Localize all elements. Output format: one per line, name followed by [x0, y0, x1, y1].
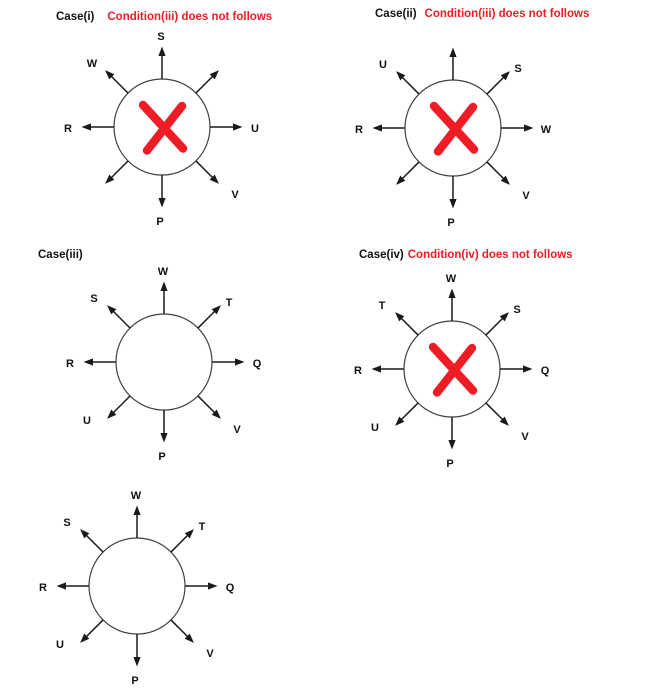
direction-label-n: W	[157, 266, 169, 278]
direction-arrow-nw	[396, 71, 419, 94]
arrow-head	[133, 506, 140, 516]
direction-label-s: P	[446, 458, 454, 470]
arrow-shaft	[401, 162, 419, 180]
arrow-shaft	[171, 620, 189, 638]
arrow-shaft	[85, 534, 103, 552]
arrow-head	[84, 358, 94, 365]
direction-label-se: V	[206, 648, 214, 660]
direction-arrow-w	[57, 582, 90, 589]
direction-arrow-s	[158, 175, 165, 208]
arrow-shaft	[486, 317, 504, 335]
direction-arrow-s	[448, 417, 455, 450]
direction-arrow-se	[171, 620, 194, 643]
direction-arrow-sw	[107, 396, 130, 419]
arrow-head	[373, 124, 383, 131]
arrow-shaft	[198, 310, 216, 328]
direction-label-sw: U	[83, 415, 91, 427]
diagram-case-v	[27, 476, 247, 696]
direction-label-e: Q	[225, 582, 235, 594]
direction-arrow-ne	[198, 305, 221, 328]
arrow-shaft	[196, 161, 214, 179]
direction-arrow-ne	[486, 312, 509, 335]
direction-label-w: R	[39, 582, 47, 594]
arrow-shaft	[400, 403, 418, 421]
arrow-shaft	[487, 162, 505, 180]
arrow-head	[448, 289, 455, 299]
direction-label-nw: T	[378, 300, 386, 312]
direction-arrow-nw	[395, 312, 418, 335]
arrow-head	[449, 199, 456, 209]
direction-arrow-e	[212, 358, 245, 365]
arrow-shaft	[112, 310, 130, 328]
direction-arrow-e	[185, 582, 218, 589]
direction-arrow-nw	[107, 305, 130, 328]
direction-arrow-w	[373, 124, 406, 131]
direction-label-n: S	[157, 31, 165, 43]
direction-arrow-sw	[105, 161, 128, 184]
arrow-head	[372, 365, 382, 372]
case-label: Case(i)	[56, 11, 95, 23]
cross-mark	[434, 106, 474, 152]
arrow-shaft	[112, 396, 130, 414]
diagram-case-i	[52, 17, 272, 237]
direction-arrow-n	[133, 506, 140, 539]
arrow-head	[449, 48, 456, 58]
direction-label-ne: S	[513, 304, 521, 316]
arrow-shaft	[85, 620, 103, 638]
direction-arrow-w	[84, 358, 117, 365]
direction-arrow-s	[449, 176, 456, 209]
diagram-case-iv	[342, 259, 562, 479]
direction-label-s: P	[131, 675, 139, 687]
direction-arrow-sw	[80, 620, 103, 643]
direction-arrow-w	[372, 365, 405, 372]
direction-label-s: P	[156, 216, 164, 228]
direction-label-nw: S	[63, 517, 71, 529]
direction-label-e: Q	[540, 365, 550, 377]
direction-label-s: P	[447, 217, 455, 229]
direction-arrow-s	[160, 410, 167, 443]
direction-label-e: Q	[252, 358, 262, 370]
arrow-head	[448, 440, 455, 450]
direction-label-ne: S	[514, 63, 522, 75]
direction-label-w: R	[355, 124, 363, 136]
direction-arrow-ne	[487, 71, 510, 94]
direction-label-nw: S	[90, 293, 98, 305]
circle-outline	[89, 538, 185, 634]
arrow-shaft	[487, 76, 505, 94]
arrow-head	[233, 123, 243, 130]
arrow-head	[160, 433, 167, 443]
arrow-shaft	[196, 75, 214, 93]
circle-outline	[116, 314, 212, 410]
direction-label-sw: U	[56, 639, 64, 651]
arrow-head	[208, 582, 218, 589]
direction-label-se: V	[521, 431, 529, 443]
arrow-head	[158, 47, 165, 57]
arrow-head	[235, 358, 245, 365]
direction-label-w: R	[64, 123, 72, 135]
arrow-shaft	[401, 76, 419, 94]
direction-arrow-s	[133, 634, 140, 667]
arrow-head	[133, 657, 140, 667]
cross-mark	[143, 105, 183, 151]
direction-arrow-n	[448, 289, 455, 322]
arrow-head	[524, 124, 534, 131]
diagram-case-iii	[54, 252, 274, 472]
direction-label-w: R	[66, 358, 74, 370]
direction-label-ne: T	[225, 297, 233, 309]
direction-label-n: W	[445, 273, 457, 285]
case-label: Case(iii)	[38, 249, 83, 261]
arrow-head	[82, 123, 92, 130]
direction-arrow-se	[198, 396, 221, 419]
direction-arrow-w	[82, 123, 115, 130]
direction-label-s: P	[158, 451, 166, 463]
case-label: Case(ii)	[375, 8, 417, 20]
direction-arrow-n	[158, 47, 165, 80]
direction-arrow-se	[486, 403, 509, 426]
cross-mark	[433, 347, 473, 393]
arrow-head	[158, 198, 165, 208]
condition-text: Condition(iv) does not follows	[407, 249, 573, 261]
direction-label-nw: W	[86, 58, 98, 70]
direction-label-nw: U	[379, 59, 387, 71]
arrow-shaft	[486, 403, 504, 421]
direction-label-se: V	[233, 424, 241, 436]
direction-label-se: V	[231, 189, 239, 201]
arrow-head	[523, 365, 533, 372]
direction-arrow-n	[160, 282, 167, 315]
arrow-shaft	[110, 75, 128, 93]
direction-label-ne: T	[198, 521, 206, 533]
arrow-shaft	[400, 317, 418, 335]
condition-text: Condition(iii) does not follows	[107, 11, 273, 23]
direction-arrow-nw	[80, 529, 103, 552]
arrow-head	[57, 582, 67, 589]
direction-arrow-sw	[395, 403, 418, 426]
direction-arrow-e	[501, 124, 534, 131]
direction-arrow-e	[500, 365, 533, 372]
condition-text: Condition(iii) does not follows	[424, 8, 590, 20]
direction-arrow-sw	[396, 162, 419, 185]
direction-label-n: W	[130, 490, 142, 502]
direction-arrow-n	[449, 48, 456, 81]
diagram-case-ii	[343, 18, 563, 238]
direction-arrow-ne	[171, 529, 194, 552]
direction-label-e: U	[251, 123, 259, 135]
direction-label-sw: U	[371, 422, 379, 434]
arrow-shaft	[110, 161, 128, 179]
direction-arrow-se	[196, 161, 219, 184]
arrow-head	[160, 282, 167, 292]
direction-arrow-ne	[196, 70, 219, 93]
direction-arrow-se	[487, 162, 510, 185]
arrow-shaft	[171, 534, 189, 552]
direction-label-se: V	[522, 190, 530, 202]
arrow-shaft	[198, 396, 216, 414]
direction-label-e: W	[540, 124, 552, 136]
case-label: Case(iv)	[359, 249, 404, 261]
direction-arrow-e	[210, 123, 243, 130]
direction-label-w: R	[354, 365, 362, 377]
direction-arrow-nw	[105, 70, 128, 93]
